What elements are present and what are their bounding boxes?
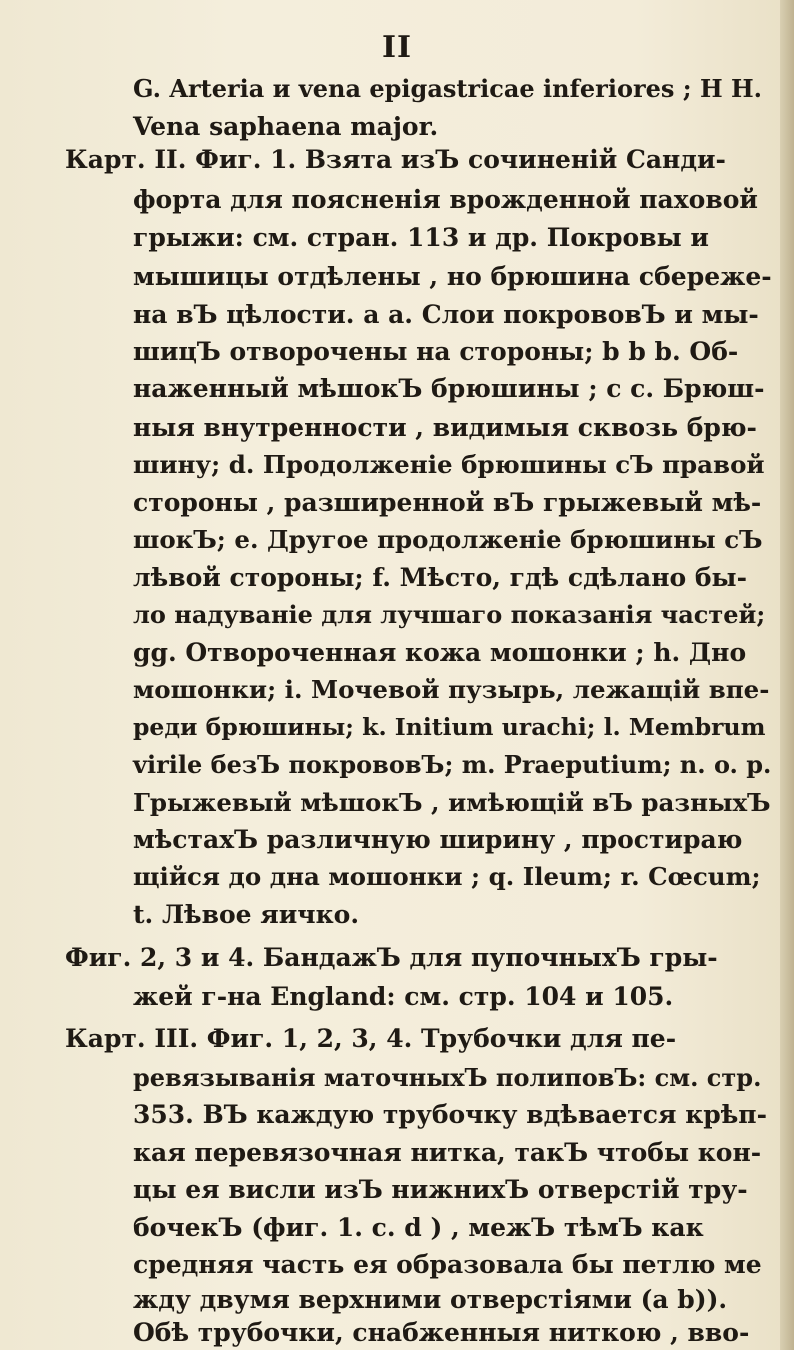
text-line: щійся до дна мошонки ; q. Ileum; r. Cœcum; [133,862,761,891]
page-edge-shadow [780,0,794,1350]
text-line: цы ея висли изЪ нижнихЪ отверстій тру- [133,1175,748,1204]
text-line: virile безЪ покрововЪ; m. Praeputium; n. o. p. [133,750,772,779]
text-line: форта для поясненія врожденной паховой [133,185,758,214]
text-line: Фиг. 2, 3 и 4. БандажЪ для пупочныхЪ гры- [65,943,718,972]
text-line: реди брюшины; k. Initium urachi; l. Membrum [133,713,766,741]
text-line: ныя внутренности , видимыя сквозь брю- [133,413,757,442]
text-line: ло надуваніе для лучшаго показанія частей; [133,600,766,629]
text-line: G. Arteria и vena epigastricae inferiores ; H H. [133,74,763,103]
text-line: кая перевязочная нитка, такЪ чтобы кон- [133,1138,762,1167]
text-line: лѣвой стороны; f. Мѣсто, гдѣ сдѣлано бы- [133,563,747,592]
text-line: стороны , разширенной вЪ грыжевый мѣ- [133,488,762,517]
text-line: ревязыванія маточныхЪ полиповЪ: см. стр. [133,1063,762,1092]
text-line: Vena saphaena major. [133,112,439,141]
text-line: на вЪ цѣлости. a a. Слои покрововЪ и мы- [133,300,759,329]
text-line: шину; d. Продолженіе брюшины сЪ правой [133,450,765,479]
text-line: t. Лѣвое яичко. [133,900,360,929]
text-line: Обѣ трубочки, снабженныя ниткою , вво- [133,1318,750,1347]
page-number: II [381,30,413,65]
text-line: жду двумя верхними отверстіями (a b)). [133,1285,728,1314]
text-line: gg. Отвороченная кожа мошонки ; h. Дно [133,638,747,667]
text-line: наженный мѣшокЪ брюшины ; c c. Брюш- [133,374,765,403]
text-line: грыжи: см. стран. 113 и др. Покровы и [133,223,709,252]
text-line: средняя часть ея образовала бы петлю ме [133,1250,762,1279]
text-line: мѣстахЪ различную ширину , простираю [133,825,743,854]
text-line: мышицы отдѣлены , но брюшина сбереже- [133,262,772,291]
text-line: 353. ВЪ каждую трубочку вдѣвается крѣп- [133,1100,767,1129]
text-line: жей г-на England: см. стр. 104 и 105. [133,982,674,1011]
text-line: бочекЪ (фиг. 1. c. d ) , межЪ тѣмЪ как [133,1213,704,1242]
text-line: Карт. III. Фиг. 1, 2, 3, 4. Трубочки для пе- [65,1024,677,1053]
text-line: мошонки; i. Мочевой пузырь, лежащій впе- [133,675,770,704]
text-line: Карт. II. Фиг. 1. Взята изЪ сочиненій Санди- [65,145,726,174]
text-line: Грыжевый мѣшокЪ , имѣющій вЪ разныхЪ [133,788,771,817]
text-line: шокЪ; e. Другое продолженіе брюшины сЪ [133,525,763,554]
text-line: шицЪ отворочены на стороны; b b b. Об- [133,337,739,366]
